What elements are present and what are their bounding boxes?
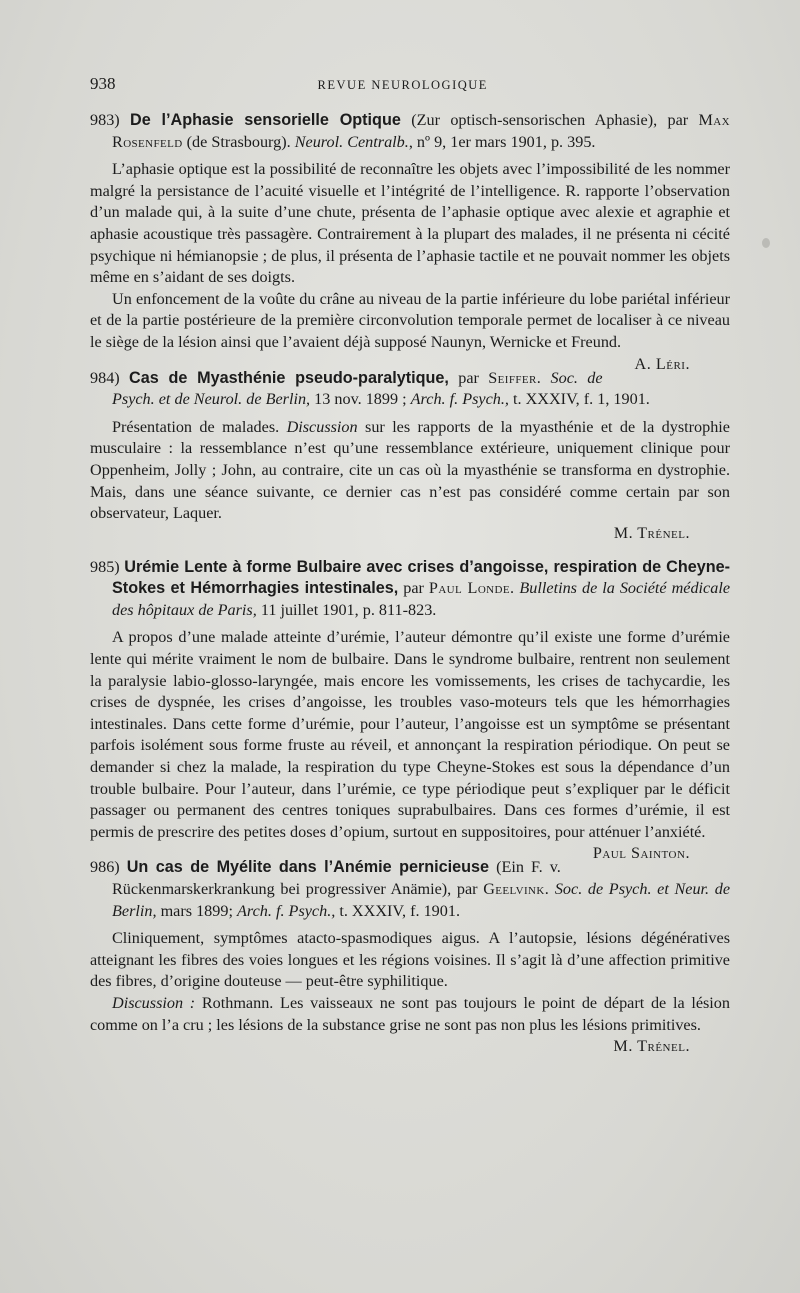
- entry-number: 985): [90, 557, 120, 576]
- page-number: 938: [90, 74, 116, 93]
- journal-name-2: Arch. f. Psych.,: [410, 390, 509, 409]
- paragraph-text: A propos d’une malade atteinte d’urémie, l’auteur démontre qu’il existe une forme d’urémie lente qui mérite vraiment le nom de bulbaire. Dans le syndrome bulbaire, rentrent non seulement la paralysie labio-glosso-laryngée, mais encore les vomissements, les crises de tachycardie, les crises de dyspnée, les crises d’angoisse, les troubles vaso-moteurs tels que les hémorrhagies intestinales. Dans cette forme d’urémie, pour l’auteur, l’angoisse est un symptôme se présentant parfois isolément sous forme fruste au réveil, et annonçant la respiration périodique. On peut se demander si chez la malade, la respiration du type Cheyne-Stokes est sous la dépendance d’un trouble bulbaire. Pour l’auteur, dans l’urémie, ce type périodique peut s’expliquer par le déficit passager ou permanent des centres toniques suprabulbaires. Dans ces formes d’urémie, il est permis de prescrire des petites doses d’opium, surtout en suppositoires, pour atténuer l’anxiété.: [90, 628, 730, 841]
- abstract-entry-983: [90, 110, 730, 373]
- heading-text: (de Strasbourg).: [182, 132, 295, 151]
- abstract-entry-986: [90, 857, 731, 1056]
- entry-number: 986): [90, 858, 120, 877]
- abstract-paragraph: [90, 993, 730, 1056]
- entry-title: Un cas de Myélite dans l’Anémie pernicieuse: [126, 858, 490, 877]
- paragraph-text: Un enfoncement de la voûte du crâne au niveau de la partie inférieure du lobe pariétal inférieur et de la partie postérieure de la première circonvolution temporale permet de localiser à ce niveau le siège de la lésion ainsi que l’avaient déjà supposé Naunyn, Wernicke et Freund.: [90, 289, 730, 351]
- reference-details: 11 juillet 1901, p. 811-823.: [256, 600, 437, 619]
- signature: M. Trénel.: [613, 524, 690, 542]
- abstract-paragraph: L’aphasie optique est la possibilité de reconnaître les objets avec l’impossibilité de les nommer malgré la persistance de l’acuité visuelle et l’intégrité de l’intelligence. R. rapporte l’observation d’un malade qui, à la suite d’une chute, présenta de l’aphasie optique avec alexie et agraphie et aphasie acoustique très passagère. Contrairement à la plupart des malades, il ne présenta ni cécité psychique ni hémianopsie ; de plus, il présenta de l’aphasie tactile et ne pouvait nommer les objets même en s’aidant de ses doigts.: [90, 160, 730, 287]
- abstract-paragraph: [90, 289, 730, 373]
- reference-details: , nº 9, 1er mars 1901, p. 395.: [408, 132, 596, 151]
- heading-text: (Zur optisch-sensorischen Aphasie), par: [400, 111, 699, 129]
- heading-text: [541, 369, 550, 387]
- entry-author: Seiffer.: [488, 368, 542, 387]
- paragraph-text: Rothmann. Les vaisseaux ne sont pas toujours le point de départ de la lésion comme on l’a cru ; les lésions de la substance grise ne sont pas non plus les lésions primitives.: [90, 993, 730, 1034]
- entry-author: Geelvink.: [483, 880, 550, 898]
- paragraph-text: sur les rapports de la myasthénie et de la dystrophie musculaire : la ressemblance n’est qu’une ressemblance extérieure, uniquement clinique pour Oppenheim, Jolly ; John, au contraire, cite un cas où la myasthénie se transforma en dystrophie. Mais, dans une séance suivante, ce dernier cas n’est pas considéré comme certain par son observateur, Laquer.: [90, 417, 730, 523]
- signature: Paul Sainton.: [592, 844, 690, 863]
- journal-name: Soc. de Psych. et de Neurol. de Berlin,: [112, 368, 603, 409]
- entry-heading: [90, 557, 730, 622]
- discussion-label: Discussion :: [112, 993, 196, 1012]
- entry-number: 983): [90, 111, 120, 129]
- running-title: REVUE NEUROLOGIQUE: [317, 78, 488, 92]
- abstract-paragraph: [90, 627, 730, 863]
- abstract-paragraph: Cliniquement, symptômes atacto-spasmodiques aigus. A l’autopsie, lésions dégénératives atteignant les fibres des voies longues et les régions voisines. Il s’agit là d’une affection primitive des fibres, d’origine douteuse — peut-être syphilitique.: [90, 929, 730, 991]
- page-header: [90, 74, 730, 108]
- abstract-entry-984: [90, 368, 730, 543]
- reference-details-2: t. XXXIV, f. 1901.: [335, 901, 460, 920]
- journal-name: Neurol. Centralb.: [294, 132, 409, 151]
- entry-title: Cas de Myasthénie pseudo-paralytique,: [129, 368, 449, 387]
- abstract-entry-985: [90, 557, 731, 863]
- journal-name: Soc. de Psych. et Neur. de Berlin,: [112, 880, 731, 920]
- entry-heading: [90, 857, 730, 922]
- heading-text: par: [398, 579, 429, 598]
- journal-name: Bulletins de la Société médicale des hôpitaux de Paris,: [112, 579, 730, 619]
- entry-author: Paul Londe.: [428, 579, 515, 598]
- heading-text: par: [448, 368, 489, 387]
- reference-details: 13 nov. 1899 ;: [310, 390, 411, 409]
- entry-title: De l’Aphasie sensorielle Optique: [130, 111, 401, 129]
- heading-text: (Ein F. v. Rückenmarskerkrankung bei progressiver Anämie), par: [112, 858, 561, 898]
- signature: A. Léri.: [634, 354, 690, 373]
- paragraph-lead: Présentation de malades.: [112, 417, 287, 436]
- paper-blemish: [762, 238, 770, 248]
- entry-author: Max Rosenfeld: [112, 111, 730, 151]
- entry-title: Urémie Lente à forme Bulbaire avec crises d’angoisse, respiration de Cheyne-Stokes et Hémorrhagies intestinales,: [112, 557, 731, 598]
- reference-details-2: t. XXXIV, f. 1, 1901.: [508, 390, 650, 409]
- reference-details: mars 1899;: [156, 901, 237, 920]
- entry-number: 984): [90, 368, 120, 387]
- signature: M. Trénel.: [613, 1037, 690, 1056]
- entry-heading: [90, 110, 730, 153]
- abstract-paragraph: [90, 417, 730, 525]
- discussion-label: Discussion: [286, 417, 358, 436]
- journal-name-2: Arch. f. Psych.,: [237, 901, 336, 920]
